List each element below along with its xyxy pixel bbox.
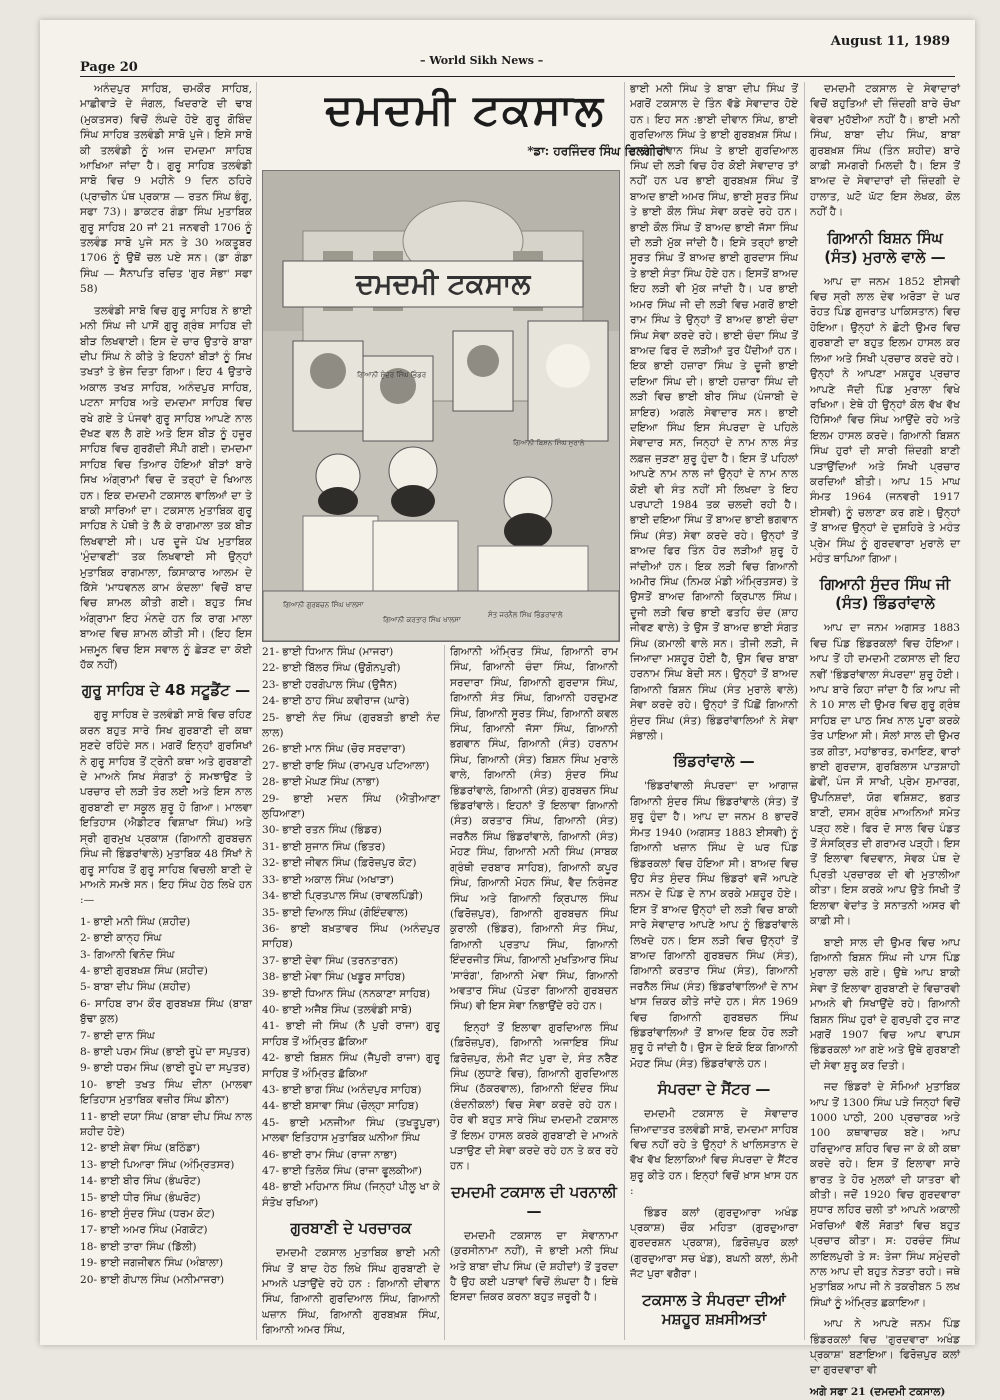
list-item: 44- ਭਾਈ ਬਸਾਵਾ ਸਿੰਘ (ਚੋਲ੍ਹਾ ਸਾਹਿਬ): [262, 1100, 419, 1113]
subheading: ਗਿਆਨੀ ਸੁੰਦਰ ਸਿੰਘ ਜੀ (ਸੰਤ) ਭਿੰਡਰਾਂਵਾਲੇ: [819, 575, 951, 613]
list-item: 23- ਭਾਈ ਹਰਗੋਪਾਲ ਸਿੰਘ (ਉਜੈਨ): [262, 678, 398, 691]
list-item: 10- ਭਾਈ ਤਖਤ ਸਿੰਘ ਦੀਨਾ (ਮਾਲਵਾ ਇਤਿਹਾਸ ਮੁਤਾਬਿਕ ਵਜ਼ੀਰ ਸਿੰਘ ਡੀਨਾ): [80, 1078, 252, 1107]
list-item: 26- ਭਾਈ ਮਾਨ ਸਿੰਘ (ਚੋਰ ਸਰਦਾਰਾ): [262, 743, 406, 756]
list-item: 17- ਭਾਈ ਅਮਰ ਸਿੰਘ (ਮੋਗਕੋਟ): [80, 1224, 208, 1237]
list-item: 13- ਭਾਈ ਪਿਆਰਾ ਸਿੰਘ (ਅੰਮ੍ਰਿਤਸਰ): [80, 1158, 235, 1171]
list-item: 45- ਭਾਈ ਮਨਜੀਆ ਸਿੰਘ (ਤਖਤੂਪੁਰਾ) ਮਾਲਵਾ ਇਤਿਹਾਸ ਮੁਤਾਬਿਕ ਘਨੀਆ ਸਿੰਘ: [262, 1116, 440, 1145]
column-3: [450, 645, 618, 1340]
photo-caption: ਸੰਤ ਜਰਨੈਲ ਸਿੰਘ ਭਿੰਡਰਾਂਵਾਲੇ: [488, 611, 563, 619]
article-byline: *ਡਾ: ਹਰਜਿੰਦਰ ਸਿੰਘ ਦਿਲਗੀਰ*: [527, 144, 670, 158]
list-item: 3- ਗਿਆਨੀ ਵਿਨੋਦ ਸਿੰਘ: [80, 948, 175, 961]
list-item: 37- ਭਾਈ ਦੇਵਾ ਸਿੰਘ (ਤਰਨਤਾਰਨ): [262, 954, 399, 967]
paragraph: ਬਾਈ ਸਾਲ ਦੀ ਉਮਰ ਵਿਚ ਆਪ ਗਿਆਨੀ ਬਿਸ਼ਨ ਸਿੰਘ ਜੀ ਪਾਸ ਪਿੰਡ ਮੁਰਾਲਾ ਚਲੇ ਗਏ। ਉਥੇ ਆਪ ਬਾਕੀ ਸੇਵਾ ਤੋਂ ਇਲਾਵਾ ਗੁਰਬਾਣੀ ਦੇ ਵਿਚਾਰਵੀ ਮਾਅਨੇ ਵੀ ਸਿਖਾਉਂਦੇ ਰਹੇ। ਗਿਆਨੀ ਬਿਸ਼ਨ ਸਿੰਘ ਹੁਰਾਂ ਦੇ ਗੁਰਪੁਰੀ ਟੁਰ ਜਾਣ ਮਗਰੋਂ 1907 ਵਿਚ ਆਪ ਵਾਪਸ ਭਿੰਡਰਕਲਾਂ ਆ ਗਏ ਅਤੇ ਉਥੇ ਗੁਰਬਾਣੀ ਦੀ ਸੇਵਾ ਸ਼ੁਰੂ ਕਰ ਦਿਤੀ।: [810, 936, 960, 1072]
list-item: 35- ਭਾਈ ਦਿਆਲ ਸਿੰਘ (ਗੋਇੰਦਵਾਲ): [262, 906, 409, 919]
column-1: [80, 82, 252, 1340]
list-item: 36- ਭਾਈ ਬਖ਼ਤਾਵਰ ਸਿੰਘ (ਅਨੰਦਪੁਰ ਸਾਹਿਬ): [262, 922, 440, 951]
subheading: ਟਕਸਾਲ ਤੇ ਸੰਪਰਦਾ ਦੀਆਂ ਮਸ਼ਹੂਰ ਸ਼ਖ਼ਸੀਅਤਾਂ: [642, 1290, 786, 1328]
newspaper-name: – World Sikh News –: [420, 54, 544, 67]
paragraph: ਆਪ ਦਾ ਜਨਮ ਅਗਸਤ 1883 ਵਿਚ ਪਿੰਡ ਭਿੰਡਰਕਲਾਂ ਵਿਚ ਹੋਇਆ। ਆਪ ਤੋਂ ਹੀ ਦਮਦਮੀ ਟਕਸਾਲ ਦੀ ਇਹ ਨਵੀਂ 'ਭਿੰਡਰਾਂਵਾਲਾ ਸੰਪਰਦਾ' ਸ਼ੁਰੂ ਹੋਈ। ਆਪ ਬਾਰੇ ਕਿਹਾ ਜਾਂਦਾ ਹੈ ਕਿ ਆਪ ਜੀ ਨੇ 10 ਸਾਲ ਦੀ ਉਮਰ ਵਿਚ ਗੁਰੂ ਗ੍ਰੰਥ ਸਾਹਿਬ ਦਾ ਪਾਠ ਸਿਖ ਨਾਲ ਪੂਰਾ ਕਰਕੇ ਤੋਰ ਪਾਇਆ ਸੀ। ਸੋਲਾਂ ਸਾਲ ਦੀ ਉਮਰ ਤਕ ਗੀਤਾ, ਮਹਾਂਭਾਰਤ, ਰਮਾਇਣ, ਵਾਰਾਂ ਭਾਈ ਗੁਰਦਾਸ, ਗੁਰਬਿਲਾਸ ਪਾਤਸ਼ਾਹੀ ਛੇਵੀਂ, ਪੰਜ ਸੌ ਸਾਖੀ, ਪ੍ਰੇਮ ਸੁਮਾਰਗ, ਉਪਨਿਸ਼ਦਾਂ, ਯੋਗ ਵਸ਼ਿਸ਼ਟ, ਭਗਤ ਬਾਣੀ, ਦਸਮ ਗ੍ਰੰਥ ਮਾਅਨਿਆਂ ਸਮੇਤ ਪੜ੍ਹ ਲਏ। ਫਿਰ ਦੋ ਸਾਲ ਵਿਚ ਪੰਡਤ ਤੋਂ ਸੰਸਕ੍ਰਿਤ ਦੀ ਗਰਾਮਰ ਪੜ੍ਹੀ। ਇਸ ਤੋਂ ਇਲਾਵਾ ਵਿਦਵਾਨ, ਸੇਵਕ ਪੰਥ ਦੇ ਪ੍ਰਿਤੀ ਪ੍ਰਚਾਰਕ ਦੀ ਵੀ ਮੁਤਾਲੀਆ ਕੀਤਾ। ਇਸ ਕਰਕੇ ਆਪ ਉਤੇ ਸਿਖੀ ਤੋਂ ਇਲਾਵਾ ਵੇਦਾਂਤ ਤੇ ਸਨਾਤਨੀ ਅਸਰ ਵੀ ਕਾਫ਼ੀ ਸੀ।: [810, 622, 960, 928]
column-divider: [444, 645, 445, 1340]
column-5: [810, 82, 960, 1398]
list-item: 33- ਭਾਈ ਅਕਾਲ ਸਿੰਘ (ਅਖਾੜਾ): [262, 873, 394, 886]
list-item: 39- ਭਾਈ ਧਿਆਨ ਸਿੰਘ (ਨਨਕਾਣਾ ਸਾਹਿਬ): [262, 987, 431, 1000]
column-4: [630, 82, 798, 1340]
list-item: 15- ਭਾਈ ਧੀਰ ਸਿੰਘ (ਭੰਘਰੋਟ): [80, 1191, 201, 1204]
column-divider: [804, 82, 805, 1340]
paragraph: ਆਪ ਦਾ ਜਨਮ 1852 ਈਸਵੀ ਵਿਚ ਸ੍ਰੀ ਲਾਲ ਦੇਵ ਅਰੋੜਾ ਦੇ ਘਰ ਰੋਹਤ ਪਿੰਡ ਗੁਜਰਾਤ ਪਾਕਿਸਤਾਨ) ਵਿਚ ਹੋਇਆ। ਉਨ੍ਹਾਂ ਨੇ ਛੋਟੀ ਉਮਰ ਵਿਚ ਗੁਰਬਾਣੀ ਦਾ ਬਹੁਤ ਇਲਮ ਹਾਸਲ ਕਰ ਲਿਆ ਅਤੇ ਸਿਖੀ ਪ੍ਰਚਾਰ ਕਰਦੇ ਰਹੇ। ਉਨ੍ਹਾਂ ਨੇ ਆਪਣਾ ਮਸ਼ਹੂਰ ਪ੍ਰਚਾਰ ਆਪਣੇ ਜੱਦੀ ਪਿੰਡ ਮੁਰਾਲਾ ਵਿਖੇ ਰਖਿਆ। ਏਥੇ ਹੀ ਉਨ੍ਹਾਂ ਕੋਲ ਵੱਖ ਵੱਖ ਹਿੱਸਿਆਂ ਵਿਚ ਸਿੰਘ ਆਉਂਦੇ ਰਹੇ ਅਤੇ ਇਲਮ ਹਾਸਲ ਕਰਦੇ। ਗਿਆਨੀ ਬਿਸ਼ਨ ਸਿੰਘ ਹੁਰਾਂ ਦੀ ਸਾਰੀ ਜ਼ਿੰਦਗੀ ਬਾਣੀ ਪੜਾਉਂਦਿਆਂ ਅਤੇ ਸਿਖੀ ਪ੍ਰਚਾਰ ਕਰਦਿਆਂ ਬੀਤੀ। ਆਪ 15 ਮਾਘ ਸੰਮਤ 1964 (ਜਨਵਰੀ 1917 ਈਸਵੀ) ਨੂੰ ਚਲਾਣਾ ਕਰ ਗਏ। ਉਨ੍ਹਾਂ ਤੋਂ ਬਾਅਦ ਉਨ੍ਹਾਂ ਦੇ ਦੁਸ਼ਹਿਰੇ ਤੇ ਮਹੰਤ ਪ੍ਰੇਮ ਸਿੰਘ ਨੂੰ ਗੁਰਦਵਾਰਾ ਮੁਰਾਲੇ ਦਾ ਮਹੰਤ ਥਾਪਿਆ ਗਿਆ।: [810, 275, 960, 565]
list-item: 47- ਭਾਈ ਤਿਲੋਕ ਸਿੰਘ (ਰਾਜਾ ਫੂਲਕੀਆ): [262, 1165, 423, 1177]
subheading: ਗੁਰੂ ਸਾਹਿਬ ਦੇ 48 ਸਟੂਡੈਂਟ —: [81, 681, 251, 700]
paragraph: ਦਮਦਮੀ ਟਕਸਾਲ ਦੇ ਸੇਵਾਦਾਰਾਂ ਵਿਚੋਂ ਬਹੁਤਿਆਂ ਦੀ ਜ਼ਿੰਦਗੀ ਬਾਰੇ ਚੋਖਾ ਵੇਰਵਾ ਮੁਹੱਈਆ ਨਹੀਂ ਹੈ। ਭਾਈ ਮਨੀ ਸਿੰਘ, ਬਾਬਾ ਦੀਪ ਸਿੰਘ, ਬਾਬਾ ਗੁਰਬਖ਼ਸ਼ ਸਿੰਘ (ਤਿੰਨ ਸ਼ਹੀਦ) ਬਾਰੇ ਕਾਫ਼ੀ ਸਮਗਰੀ ਮਿਲਦੀ ਹੈ। ਇਸ ਤੋਂ ਬਾਅਦ ਦੇ ਸੇਵਾਦਾਰਾਂ ਦੀ ਜ਼ਿੰਦਗੀ ਦੇ ਹਾਲਾਤ, ਘਟੋ ਘੱਟ ਇਸ ਲੇਖਕ, ਕੋਲ ਨਹੀਂ ਹੈ।: [810, 83, 960, 219]
list-item: 25- ਭਾਈ ਨੰਦ ਸਿੰਘ (ਗੁਰਬਤੀ ਭਾਈ ਨੰਦ ਲਾਲ): [262, 711, 440, 740]
subheading: ਗੁਰਬਾਣੀ ਦੇ ਪਰਚਾਰਕ: [290, 1219, 412, 1238]
paragraph: ਗੁਰੂ ਸਾਹਿਬ ਦੇ ਤਲਵੰਡੀ ਸਾਬੋ ਵਿਚ ਰਹਿਣ ਕਰਨ ਬਹੁਤ ਸਾਰੇ ਸਿਖ ਗੁਰਬਾਣੀ ਦੀ ਕਥਾ ਸੁਣਦੇ ਰਹਿੰਦੇ ਸਨ। ਮਗਰੋਂ ਇਨ੍ਹਾਂ ਗੁਰਸਿਖਾਂ ਨੇ ਗੁਰੂ ਸਾਹਿਬ ਤੋਂ ਟ੍ਰੇਨੀ ਕਥਾ ਅਤੇ ਗੁਰਬਾਣੀ ਦੇ ਮਾਅਨੇ ਸਿਖ ਸੰਗਤਾਂ ਨੂੰ ਸਮਝਾਉਣ ਤੇ ਪਰਚਾਰ ਦੀ ਲੜੀ ਤੋਰ ਲਈ ਅਤੇ ਇਸ ਨਾਲ ਗੁਰਬਾਣੀ ਦਾ ਸਕੂਲ ਸ਼ੁਰੂ ਹੋ ਗਿਆ। ਮਾਲਵਾ ਇਤਿਹਾਸ (ਐਡੀਟਰ ਵਿਸ਼ਾਖਾ ਸਿੰਘ) ਅਤੇ ਸ੍ਰੀ ਗੁਰਮੁਖ ਪ੍ਰਕਾਸ਼ (ਗਿਆਨੀ ਗੁਰਬਚਨ ਸਿੰਘ ਜੀ ਭਿੰਡਰਾਂਵਾਲੇ) ਮੁਤਾਬਿਕ 48 ਸਿੱਖਾਂ ਨੇ ਗੁਰੂ ਸਾਹਿਬ ਤੋਂ ਗੁਰੂ ਸਾਹਿਬ ਵਿਚਲੀ ਬਾਣੀ ਦੇ ਮਾਅਨੇ ਸਮਝੇ ਸਨ। ਇਹ ਸਿੰਘ ਹੇਠ ਲਿਖੇ ਹਨ :—: [80, 709, 252, 907]
paragraph: ਇਨ੍ਹਾਂ ਤੋਂ ਇਲਾਵਾ ਗੁਰਦਿਆਲ ਸਿੰਘ (ਫ਼ਿਰੋਜ਼ਪੁਰ), ਗਿਆਨੀ ਅਜਾਇਬ ਸਿੰਘ ਫ਼ਿਰੋਜ਼ਪੁਰ, ਲੰਮੀ ਜੱਟ ਪੁਰਾ ਦੇ, ਸੰਤ ਨਰੈਣ ਸਿੰਘ (ਲੁਧਾਣੇ ਵਿਚ), ਗਿਆਨੀ ਗੁਰਦਿਆਲ ਸਿੰਘ (ਠੱਕਰਵਾਲ), ਗਿਆਨੀ ਇੰਦਰ ਸਿੰਘ (ਬੰਦਨੀਕਲਾਂ) ਵਿਚ ਸੇਵਾ ਕਰਦੇ ਰਹੇ ਹਨ। ਹੋਰ ਵੀ ਬਹੁਤ ਸਾਰੇ ਸਿੰਘ ਦਮਦਮੀ ਟਕਸਾਲ ਤੋਂ ਇਲਮ ਹਾਸਲ ਕਰਕੇ ਗੁਰਬਾਣੀ ਦੇ ਮਾਅਨੇ ਪੜਾਉਣ ਦੀ ਸੇਵਾ ਕਰਦੇ ਰਹੇ ਹਨ ਤੇ ਕਰ ਰਹੇ ਹਨ।: [450, 1021, 618, 1173]
article-title: ਦਮਦਮੀ ਟਕਸਾਲ: [324, 85, 606, 134]
newspaper-page: [40, 20, 975, 1398]
list-item: 34- ਭਾਈ ਪ੍ਰਿਤਪਾਲ ਸਿੰਘ (ਰਾਵਲਪਿੰਡੀ): [262, 890, 423, 903]
subheading: ਦਮਦਮੀ ਟਕਸਾਲ ਦੀ ਪਰਨਾਲੀ —: [451, 1182, 617, 1220]
paragraph: ਜਦ ਭਿੰਡਰਾਂ ਦੇ ਸੋਮਿਆਂ ਮੁਤਾਬਿਕ ਆਪ ਤੋਂ 1300 ਸਿੰਘ ਪੜੇ ਜਿਨ੍ਹਾਂ ਵਿਚੋਂ 1000 ਪਾਠੀ, 200 ਪ੍ਰਚਾਰਕ ਅਤੇ 100 ਕਥਾਵਾਚਕ ਬਣੇ। ਆਪ ਹਰਿਦੁਆਰ ਸ਼ਹਿਰ ਵਿਚ ਜਾ ਕੇ ਕੀ ਕਥਾ ਕਰਦੇ ਰਹੇ। ਇਸ ਤੋਂ ਇਲਾਵਾ ਸਾਰੇ ਭਾਰਤ ਤੇ ਹੋਰ ਮੁਲਕਾਂ ਦੀ ਯਾਤਰਾ ਵੀ ਕੀਤੀ। ਜਦੋਂ 1920 ਵਿਚ ਗੁਰਦਵਾਰਾ ਸੁਧਾਰ ਲਹਿਰ ਚਲੀ ਤਾਂ ਆਪਨੇ ਅਕਾਲੀ ਮੋਰਚਿਆਂ ਵੱਲੋਂ ਸੋਗਤਾਂ ਵਿਚ ਬਹੁਤ ਪ੍ਰਚਾਰ ਕੀਤਾ। ਸ: ਹਰਚੰਦ ਸਿੰਘ ਲਾਇਲਪੁਰੀ ਤੇ ਸ: ਤੇਜਾ ਸਿੰਘ ਸਮੁੰਦਰੀ ਨਾਲ ਆਪ ਦੀ ਬਹੁਤ ਨੇੜਤਾ ਰਹੀ। ਜਥੇ ਮੁਤਾਬਿਕ ਆਪ ਜੀ ਨੇ ਤਕਰੀਬਨ 5 ਲਖ ਸਿੰਘਾਂ ਨੂੰ ਅੰਮ੍ਰਿਤ ਛਕਾਇਆ।: [810, 1081, 960, 1309]
paragraph: ਅਨੰਦਪੁਰ ਸਾਹਿਬ, ਚਮਕੌਰ ਸਾਹਿਬ, ਮਾਛੀਵਾੜੇ ਦੇ ਜੰਗਲ, ਖਿਦਰਾਣੇ ਦੀ ਢਾਬ (ਮੁਕਤਸਰ) ਵਿਚੋਂ ਲੰਘਦੇ ਹੋਏ ਗੁਰੂ ਗੋਬਿੰਦ ਸਿੰਘ ਸਾਹਿਬ ਤਲਵੰਡੀ ਸਾਬੋ ਪੁਜੇ। ਇਸੇ ਸਾਬੋ ਕੀ ਤਲਵੰਡੀ ਨੂੰ ਅਜ ਦਮਦਮਾ ਸਾਹਿਬ ਆਖਿਆ ਜਾਂਦਾ ਹੈ। ਗੁਰੂ ਸਾਹਿਬ ਤਲਵੰਡੀ ਸਾਬੋ ਵਿਚ 9 ਮਹੀਨੇ 9 ਦਿਨ ਠਹਿਰੇ (ਪ੍ਰਾਚੀਨ ਪੰਥ ਪ੍ਰਕਾਸ਼ — ਰਤਨ ਸਿੰਘ ਭੰਗੂ, ਸਫਾ 73)। ਡਾਕਟਰ ਗੰਡਾ ਸਿੰਘ ਮੁਤਾਬਿਕ ਗੁਰੂ ਸਾਹਿਬ 20 ਜਾਂ 21 ਜਨਵਰੀ 1706 ਨੂੰ ਤਲਵੰਡ ਸਾਬੋ ਪੁਜੇ ਸਨ ਤੇ 30 ਅਕਤੂਬਰ 1706 ਨੂੰ ਉਥੋਂ ਚਲ ਪਏ ਸਨ। (ਡਾ ਗੰਡਾ ਸਿੰਘ — ਸੈਨਾਪਤਿ ਰਚਿਤ 'ਗੁਰ ਸੋਭਾ' ਸਫਾ 58): [80, 83, 252, 296]
paragraph: ਗਿਆਨੀ ਅੰਮ੍ਰਿਤ ਸਿੰਘ, ਗਿਆਨੀ ਰਾਮ ਸਿੰਘ, ਗਿਆਨੀ ਚੰਦਾ ਸਿੰਘ, ਗਿਆਨੀ ਸਰਦਾਰਾ ਸਿੰਘ, ਗਿਆਨੀ ਗੁਰਦਾਸ ਸਿੰਘ, ਗਿਆਨੀ ਸੰਤ ਸਿੰਘ, ਗਿਆਨੀ ਹਰਦੁਮਣ ਸਿੰਘ, ਗਿਆਨੀ ਸੂਰਤ ਸਿੰਘ, ਗਿਆਨੀ ਕਵਲ ਸਿੰਘ, ਗਿਆਨੀ ਜੱਸਾ ਸਿੰਘ, ਗਿਆਨੀ ਭਗਵਾਨ ਸਿੰਘ, ਗਿਆਨੀ (ਸੰਤ) ਹਰਨਾਮ ਸਿੰਘ, ਗਿਆਨੀ (ਸੰਤ) ਬਿਸ਼ਨ ਸਿੰਘ ਮੁਰਾਲੇ ਵਾਲੇ, ਗਿਆਨੀ (ਸੰਤ) ਸੁੰਦਰ ਸਿੰਘ ਭਿੰਡਰਾਂਵਾਲੇ, ਗਿਆਨੀ (ਸੰਤ) ਗੁਰਬਚਨ ਸਿੰਘ ਭਿੰਡਰਾਂਵਾਲੇ। ਇਹਨਾਂ ਤੋਂ ਇਲਾਵਾ ਗਿਆਨੀ (ਸੰਤ) ਕਰਤਾਰ ਸਿੰਘ, ਗਿਆਨੀ (ਸੰਤ) ਜਰਨੈਲ ਸਿੰਘ ਭਿੰਡਰਾਂਵਾਲੇ, ਗਿਆਨੀ (ਸੰਤ) ਮੋਹਣ ਸਿੰਘ, ਗਿਆਨੀ ਮਨੀ ਸਿੰਘ (ਸਾਬਕ ਗ੍ਰੰਥੀ ਦਰਬਾਰ ਸਾਹਿਬ), ਗਿਆਨੀ ਕਪੂਰ ਸਿੰਘ, ਗਿਆਨੀ ਮੋਹਨ ਸਿੰਘ, ਵੈਦ ਨਿਰੰਜਣ ਸਿੰਘ ਅਤੇ ਗਿਆਨੀ ਕ੍ਰਿਪਾਲ ਸਿੰਘ (ਫਿਰੋਜ਼ਪੁਰ), ਗਿਆਨੀ ਗੁਰਬਚਨ ਸਿੰਘ ਕੁਰਾਲੀ (ਭਿੰਡਰ), ਗਿਆਨੀ ਸੰਤ ਸਿੰਘ, ਗਿਆਨੀ ਪ੍ਰਤਾਪ ਸਿੰਘ, ਗਿਆਨੀ ਇੰਦਰਜੀਤ ਸਿੰਘ, ਗਿਆਨੀ ਮੁਖਤਿਆਰ ਸਿੰਘ 'ਸਾਰੰਗ', ਗਿਆਨੀ ਮੇਵਾ ਸਿੰਘ, ਗਿਆਨੀ ਅਵਤਾਰ ਸਿੰਘ (ਪੋਤਰਾ ਗਿਆਨੀ ਗੁਰਬਚਨ ਸਿੰਘ) ਵੀ ਇਸ ਸੇਵਾ ਨਿਭਾਉਂਦੇ ਰਹੇ ਹਨ।: [450, 646, 618, 1013]
paragraph: ਆਪ ਨੇ ਆਪਣੇ ਜਨਮ ਪਿੰਡ ਭਿੰਡਰਕਲਾਂ ਵਿਚ 'ਗੁਰਦਵਾਰਾ ਅਖੰਡ ਪ੍ਰਕਾਸ਼' ਬਣਾਇਆ। ਫਿਰੋਜ਼ਪੁਰ ਕਲਾਂ ਦਾ ਗੁਰਦਵਾਰਾ ਵੀ: [810, 1318, 960, 1377]
list-item: 19- ਭਾਈ ਜਗਜੀਵਨ ਸਿੰਘ (ਅੰਬਾਲਾ): [80, 1257, 224, 1270]
list-item: 48- ਭਾਈ ਮਹਿਮਾਨ ਸਿੰਘ (ਜਿਨ੍ਹਾਂ ਪੀਲੂ ਖਾ ਕੇ ਸੰਤੋਖ ਰਖਿਆ): [262, 1181, 440, 1209]
photo-illustration: [263, 171, 619, 641]
paragraph: ਭਾਈ ਮਨੀ ਸਿੰਘ ਤੇ ਬਾਬਾ ਦੀਪ ਸਿੰਘ ਤੋਂ ਮਗਰੋਂ ਟਕਸਾਲ ਦੇ ਤਿੰਨ ਵੱਡੇ ਸੇਵਾਦਾਰ ਹੋਏ ਹਨ। ਇਹ ਸਨ :ਭਾਈ ਦੀਵਾਨ ਸਿੰਘ, ਭਾਈ ਗੁਰਦਿਆਲ ਸਿੰਘ ਤੇ ਭਾਈ ਗੁਰਬਖ਼ਸ਼ ਸਿੰਘ। ਭਾਈ ਦੀਵਾਨ ਸਿੰਘ ਤੇ ਭਾਈ ਗੁਰਦਿਆਲ ਸਿੰਘ ਦੀ ਲੜੀ ਵਿਚ ਹੋਰ ਕੋਈ ਸੇਵਾਦਾਰ ਤਾਂ ਨਹੀਂ ਹਨ ਪਰ ਭਾਈ ਗੁਰਬਖ਼ਸ਼ ਸਿੰਘ ਤੋਂ ਬਾਅਦ ਭਾਈ ਅਮਰ ਸਿੰਘ, ਭਾਈ ਸੂਰਤ ਸਿੰਘ ਤੇ ਭਾਈ ਕੌਲ ਸਿੰਘ ਸੇਵਾ ਕਰਦੇ ਰਹੇ ਹਨ। ਭਾਈ ਕੌਲ ਸਿੰਘ ਤੋਂ ਬਾਅਦ ਭਾਈ ਜੱਸਾ ਸਿੰਘ ਦੀ ਲੜੀ ਮੁੱਕ ਜਾਂਦੀ ਹੈ। ਇਸੇ ਤਰ੍ਹਾਂ ਭਾਈ ਸੂਰਤ ਸਿੰਘ ਤੋਂ ਬਾਅਦ ਭਾਈ ਗੁਰਦਾਸ ਸਿੰਘ ਤੇ ਭਾਈ ਸੰਤਾ ਸਿੰਘ ਹੋਏ ਹਨ। ਇਸਤੋਂ ਬਾਅਦ ਇਹ ਲੜੀ ਵੀ ਮੁੱਕ ਜਾਂਦੀ ਹੈ। ਪਰ ਭਾਈ ਅਮਰ ਸਿੰਘ ਜੀ ਦੀ ਲੜੀ ਵਿਚ ਮਗਰੋਂ ਭਾਈ ਰਾਮ ਸਿੰਘ ਤੇ ਉਨ੍ਹਾਂ ਤੋਂ ਬਾਅਦ ਭਾਈ ਚੰਦਾ ਸਿੰਘ ਸੇਵਾ ਕਰਦੇ ਰਹੇ। ਭਾਈ ਚੰਦਾ ਸਿੰਘ ਤੋਂ ਬਾਅਦ ਫਿਰ ਦੋ ਲੜੀਆਂ ਤੁਰ ਪੈਂਦੀਆਂ ਹਨ। ਇਕ ਭਾਈ ਹਜ਼ਾਰਾ ਸਿੰਘ ਤੇ ਦੂਜੀ ਭਾਈ ਦਇਆ ਸਿੰਘ ਦੀ। ਭਾਈ ਹਜ਼ਾਰਾ ਸਿੰਘ ਦੀ ਲੜੀ ਵਿਚ ਭਾਈ ਬੀਰ ਸਿੰਘ (ਪੰਜਾਬੀ ਦੇ ਸ਼ਾਇਰ) ਅਗਲੇ ਸੇਵਾਦਾਰ ਸਨ। ਭਾਈ ਦਇਆ ਸਿੰਘ ਇਸ ਸੰਪਰਦਾ ਦੇ ਪਹਿਲੇ ਸੇਵਾਦਾਰ ਸਨ, ਜਿਨ੍ਹਾਂ ਦੇ ਨਾਮ ਨਾਲ ਸੰਤ ਲਫ਼ਜ਼ ਜੁੜਣਾ ਸ਼ੁਰੂ ਹੁੰਦਾ ਹੈ। ਇਸ ਤੋਂ ਪਹਿਲਾਂ ਆਪਣੇ ਨਾਮ ਨਾਲ ਜਾਂ ਉਨ੍ਹਾਂ ਦੇ ਨਾਮ ਨਾਲ ਕੋਈ ਵੀ ਸੰਤ ਨਹੀਂ ਸੀ ਲਿਖਦਾ ਤੇ ਇਹ ਪਰਪਾਟੀ 1984 ਤਕ ਚਲਦੀ ਰਹੀ ਹੈ। ਭਾਈ ਦਇਆ ਸਿੰਘ ਤੋਂ ਬਾਅਦ ਭਾਈ ਭਗਵਾਨ ਸਿੰਘ (ਸੰਤ) ਸੇਵਾ ਕਰਦੇ ਰਹੇ। ਉਨ੍ਹਾਂ ਤੋਂ ਬਾਅਦ ਫਿਰ ਤਿੰਨ ਹੋਰ ਲੜੀਆਂ ਸ਼ੁਰੂ ਹੋ ਜਾਂਦੀਆਂ ਹਨ। ਇਕ ਲੜੀ ਵਿਚ ਗਿਆਨੀ ਅਮੀਰ ਸਿੰਘ (ਨਿਮਕ ਮੰਡੀ ਅੰਮ੍ਰਿਤਸਰ) ਤੇ ਉਸਤੋਂ ਬਾਅਦ ਗਿਆਨੀ ਕ੍ਰਿਪਾਲ ਸਿੰਘ। ਦੂਜੀ ਲੜੀ ਵਿਚ ਭਾਈ ਫਤਹਿ ਚੰਦ (ਸ਼ਾਹ ਜੀਵਣ ਵਾਲੇ) ਤੇ ਉਸ ਤੋਂ ਬਾਅਦ ਭਾਈ ਸੰਗਤ ਸਿੰਘ (ਕਮਾਲੀ ਵਾਲੇ ਸਨ। ਤੀਜੀ ਲੜੀ, ਜੋ ਜਿਆਦਾ ਮਸ਼ਹੂਰ ਹੋਈ ਹੈ, ਉਸ ਵਿਚ ਬਾਬਾ ਹਰਨਾਮ ਸਿੰਘ ਬੇਦੀ ਸਨ। ਉਨ੍ਹਾਂ ਤੋਂ ਬਾਅਦ ਗਿਆਨੀ ਬਿਸ਼ਨ ਸਿੰਘ (ਸੰਤ ਮੁਰਾਲੇ ਵਾਲੇ) ਸੇਵਾ ਕਰਦੇ ਰਹੇ। ਉਨ੍ਹਾਂ ਤੋਂ ਪਿੱਛੋਂ ਗਿਆਨੀ ਸੁੰਦਰ ਸਿੰਘ (ਸੰਤ) ਭਿੰਡਰਾਂਵਾਲਿਆਂ ਨੇ ਸੇਵਾ ਸੰਭਾਲੀ।: [630, 83, 798, 743]
photo-caption: ਗਿਆਨੀ ਸੁੰਦਰ ਸਿੰਘ ਭਿੰਡਰ: [357, 371, 427, 379]
paragraph: ਤਲਵੰਡੀ ਸਾਬੋ ਵਿਚ ਗੁਰੂ ਸਾਹਿਬ ਨੇ ਭਾਈ ਮਨੀ ਸਿੰਘ ਜੀ ਪਾਸੋਂ ਗੁਰੂ ਗ੍ਰੰਥ ਸਾਹਿਬ ਦੀ ਬੀੜ ਲਿਖਵਾਈ। ਇਸ ਦੇ ਚਾਰ ਉਤਾਰੇ ਬਾਬਾ ਦੀਪ ਸਿੰਘ ਨੇ ਕੀਤੇ ਤੇ ਇਹਨਾਂ ਬੀੜਾਂ ਨੂੰ ਸਿਖ ਤਖਤਾਂ ਤੇ ਭੇਜ ਦਿਤਾ ਗਿਆ। ਇਹ 4 ਉਤਾਰੇ ਅਕਾਲ ਤਖਤ ਸਾਹਿਬ, ਅਨੰਦਪੁਰ ਸਾਹਿਬ, ਪਟਨਾ ਸਾਹਿਬ ਅਤੇ ਦਮਦਮਾ ਸਾਹਿਬ ਵਿਚ ਰਖੇ ਗਏ ਤੇ ਪੰਜਵਾਂ ਗੁਰੂ ਸਾਹਿਬ ਆਪਣੇ ਨਾਲ ਦੱਖਣ ਵਲ ਲੈ ਗਏ ਅਤੇ ਇਸ ਬੀੜ ਨੂੰ ਹਜ਼ੂਰ ਸਾਹਿਬ ਵਿਚ ਗੁਰਗੱਦੀ ਸੌਂਪੀ ਗਈ। ਦਮਦਮਾ ਸਾਹਿਬ ਵਿਚ ਤਿਆਰ ਹੋਇਆਂ ਬੀੜਾਂ ਬਾਰੇ ਸਿਖ ਅੰਗ੍ਰਾਮਾਂ ਵਿਚ ਦੋ ਤਰ੍ਹਾਂ ਦੇ ਖਿਆਲ ਹਨ। ਇਕ ਦਮਦਮੀ ਟਕਸਾਲ ਵਾਲਿਆਂ ਦਾ ਤੇ ਬਾਕੀ ਸਾਰਿਆਂ ਦਾ। ਟਕਸਾਲ ਮੁਤਾਬਿਕ ਗੁਰੂ ਸਾਹਿਬ ਨੇ ਪੋਥੀ ਤੇ ਲੈ ਕੇ ਰਾਗਮਾਲਾ ਤਕ ਬੀੜ ਲਿਖਵਾਈ ਸੀ। ਪਰ ਦੂਜੇ ਪੱਖ ਮੁਤਾਬਿਕ 'ਮੁੰਦਾਵਣੀ' ਤਕ ਲਿਖਵਾਈ ਸੀ ਉਨ੍ਹਾਂ ਮੁਤਾਬਿਕ ਰਾਗਮਾਲਾ, ਕਿਸਾਕਾਰ ਆਲਮ ਦੇ ਕਿੱਸੇ 'ਮਾਧਵਨਲ ਕਾਮ ਕੰਦਲਾ' ਵਿਚੋਂ ਬਾਦ ਵਿਚ ਸ਼ਾਮਲ ਕੀਤੀ ਗਈ। ਬਹੁਤ ਸਿਖ ਅੰਗ੍ਰਾਮਾ ਇਹ ਮੰਨਦੇ ਹਨ ਕਿ ਰਾਗ ਮਾਲਾ ਬਾਅਦ ਵਿਚ ਸ਼ਾਮਲ ਕੀਤੀ ਸੀ। (ਇਹ ਇਸ ਮਜ਼ਮੂਨ ਵਿਚ ਇਸ ਸਵਾਲ ਨੂੰ ਛੇੜਣ ਦਾ ਕੋਈ ਹੱਕ ਨਹੀਂ): [80, 304, 252, 672]
subheading: ਭਿੰਡਰਾਂਵਾਲੇ —: [673, 752, 755, 771]
list-item: 11- ਭਾਈ ਦਯਾ ਸਿੰਘ (ਬਾਬਾ ਦੀਪ ਸਿੰਘ ਨਾਲ ਸ਼ਹੀਦ ਹੋਏ): [80, 1110, 252, 1138]
paragraph: ਦਮਦਮੀ ਟਕਸਾਲ ਦਾ ਸੇਵਾਨਾਮਾ (ਕੁਰਸੀਨਾਮਾ ਨਹੀਂ), ਜੋ ਭਾਈ ਮਨੀ ਸਿੰਘ ਅਤੇ ਬਾਬਾ ਦੀਪ ਸਿੰਘ (ਦੋ ਸ਼ਹੀਦਾਂ) ਤੋਂ ਤੁਰਦਾ ਹੈ ਉਹ ਕਈ ਪੜਾਵਾਂ ਵਿਚੋਂ ਲੰਘਦਾ ਹੈ। ਇਥੇ ਇਸਦਾ ਜ਼ਿਕਰ ਕਰਨਾ ਬਹੁਤ ਜ਼ਰੂਰੀ ਹੈ।: [450, 1229, 618, 1304]
list-item: 5- ਬਾਬਾ ਦੀਪ ਸਿੰਘ (ਸ਼ਹੀਦ): [80, 981, 191, 994]
list-item: 41- ਭਾਈ ਜੀ ਸਿੰਘ (ਨੈ ਪੁਰੀ ਰਾਜਾ) ਗੁਰੂ ਸਾਹਿਬ ਤੋਂ ਅੰਮ੍ਰਿਤ ਛੱਕਿਆ: [262, 1020, 440, 1048]
continued-notice: ਅਗੇ ਸਫਾ 21 (ਦਮਦਮੀ ਟਕਸਾਲ): [810, 1385, 946, 1398]
column-divider: [624, 82, 625, 1340]
paragraph: ਦਮਦਮੀ ਟਕਸਾਲ ਮੁਤਾਬਿਕ ਭਾਈ ਮਨੀ ਸਿੰਘ ਤੋਂ ਬਾਦ ਹੇਠ ਲਿਖੇ ਸਿੰਘ ਗੁਰਬਾਣੀ ਦੇ ਮਾਅਨੇ ਪੜਾਉਂਦੇ ਰਹੇ ਹਨ : ਗਿਆਨੀ ਦੀਵਾਨ ਸਿੰਘ, ਗਿਆਨੀ ਗੁਰਦਿਆਲ ਸਿੰਘ, ਗਿਆਨੀ ਘਜ਼ਾਨ ਸਿੰਘ, ਗਿਆਨੀ ਗੁਰਬਖ਼ਸ਼ ਸਿੰਘ, ਗਿਆਨੀ ਅਮਰ ਸਿੰਘ,: [262, 1247, 440, 1337]
list-item: 2- ਭਾਈ ਕਾਨ੍ਹ ਸਿੰਘ: [80, 932, 162, 945]
paragraph: 'ਭਿੰਡਰਾਂਵਾਲੀ ਸੰਪਰਦਾ' ਦਾ ਆਗਾਜ਼ ਗਿਆਨੀ ਸੁੰਦਰ ਸਿੰਘ ਭਿੰਡਰਾਂਵਾਲੇ (ਸੰਤ) ਤੋਂ ਸ਼ੁਰੂ ਹੁੰਦਾ ਹੈ। ਆਪ ਦਾ ਜਨਮ 8 ਭਾਦਰੋਂ ਸੰਮਤ 1940 (ਅਗਸਤ 1883 ਈਸਵੀ) ਨੂੰ ਗਿਆਨੀ ਖਜ਼ਾਨ ਸਿੰਘ ਦੇ ਘਰ ਪਿੰਡ ਭਿੰਡਰਕਲਾਂ ਵਿਚ ਹੋਇਆ ਸੀ। ਬਾਅਦ ਵਿਚ ਉਹ ਸੰਤ ਸੁੰਦਰ ਸਿੰਘ ਭਿੰਡਰਾਂ ਵਜੋਂ ਆਪਣੇ ਜਨਮ ਦੇ ਪਿੰਡ ਦੇ ਨਾਮ ਕਰਕੇ ਮਸ਼ਹੂਰ ਹੋਏ। ਇਸ ਤੋਂ ਬਾਅਦ ਉਨ੍ਹਾਂ ਦੀ ਲੜੀ ਵਿਚ ਬਾਕੀ ਸਾਰੇ ਸੇਵਾਦਾਰ ਆਪਣੇ ਆਪ ਨੂੰ ਭਿੰਡਰਾਂਵਾਲੇ ਲਿਖਦੇ ਹਨ। ਇਸ ਲੜੀ ਵਿਚ ਉਨ੍ਹਾਂ ਤੋਂ ਬਾਅਦ ਗਿਆਨੀ ਗੁਰਬਚਨ ਸਿੰਘ (ਸੰਤ), ਗਿਆਨੀ ਕਰਤਾਰ ਸਿੰਘ (ਸੰਤ), ਗਿਆਨੀ ਜਰਨੈਲ ਸਿੰਘ (ਸੰਤ) ਭਿੰਡਰਾਂਵਾਲਿਆਂ ਦੇ ਨਾਮ ਖਾਸ ਜ਼ਿਕਰ ਕੀਤੇ ਜਾਂਦੇ ਹਨ। ਸੰਨ 1969 ਵਿਚ ਗਿਆਨੀ ਗੁਰਬਚਨ ਸਿੰਘ ਭਿੰਡਰਾਂਵਾਲਿਆਂ ਤੋਂ ਬਾਅਦ ਇਕ ਹੋਰ ਲੜੀ ਸ਼ੁਰੂ ਹੋ ਜਾਂਦੀ ਹੈ। ਉਸ ਦੇ ਇਕੋ ਇਕ ਗਿਆਨੀ ਮੋਹਣ ਸਿੰਘ (ਸੰਤ) ਭਿੰਡਰਾਂਵਾਲੇ ਹਨ।: [630, 780, 798, 1070]
photo-caption: ਗਿਆਨੀ ਬਿਸ਼ਨ ਸਿੰਘ ਮੁਰਾਲੇ: [513, 439, 585, 447]
list-item: 4- ਭਾਈ ਗੁਰਬਖਸ਼ ਸਿੰਘ (ਸ਼ਹੀਦ): [80, 964, 208, 977]
group-photo: [262, 170, 620, 642]
list-item: 29- ਭਾਈ ਮਦਨ ਸਿੰਘ (ਐਤੀਆਣਾ ਲੁਧਿਆਣਾ): [262, 792, 440, 821]
list-item: 40- ਭਾਈ ਅਜੈਬ ਸਿੰਘ (ਤਲਵੰਡੀ ਸਾਬੋ): [262, 1003, 412, 1016]
photo-caption: ਗਿਆਨੀ ਕਰਤਾਰ ਸਿੰਘ ਖਾਲਸਾ: [383, 616, 461, 624]
list-item: 18- ਭਾਈ ਤਾਰਾ ਸਿੰਘ (ਡਿੱਲੀ): [80, 1240, 197, 1253]
list-item: 9- ਭਾਈ ਧਰਮ ਸਿੰਘ (ਭਾਈ ਰੂਪੇ ਦਾ ਸਪੁਤਰ): [80, 1062, 251, 1075]
list-item: 21- ਭਾਈ ਧਿਆਨ ਸਿੰਘ (ਮਾਜਰਾ): [262, 646, 394, 658]
list-item: 46- ਭਾਈ ਰਾਮ ਸਿੰਘ (ਰਾਜਾ ਨਾਭਾ): [262, 1148, 398, 1161]
list-item: 12- ਭਾਈ ਸ਼ੇਵਾ ਸਿੰਘ (ਬਠਿੰਡਾ): [80, 1142, 201, 1155]
student-list-continued: [262, 645, 440, 1211]
list-item: 27- ਭਾਈ ਰਾਇ ਸਿੰਘ (ਰਾਮਪੁਰ ਪਟਿਆਲਾ): [262, 759, 430, 772]
list-item: 28- ਭਾਈ ਮੇਘਣ ਸਿੰਘ (ਨਾਭਾ): [262, 776, 380, 789]
photo-caption: ਗਿਆਨੀ ਗੁਰਬਚਨ ਸਿੰਘ ਖਾਲਸਾ: [283, 601, 364, 609]
student-list: [80, 915, 252, 1288]
list-item: 42- ਭਾਈ ਬਿਸ਼ਨ ਸਿੰਘ (ਜੈਪੁਰੀ ਰਾਜਾ) ਗੁਰੂ ਸਾਹਿਬ ਤੋਂ ਅੰਮ੍ਰਿਤ ਛੱਕਿਆ: [262, 1052, 440, 1080]
list-item: 16- ਭਾਈ ਸੁੰਦਰ ਸਿੰਘ (ਧਰਮ ਕੋਟ): [80, 1208, 215, 1221]
paragraph: ਦਮਦਮੀ ਟਕਸਾਲ ਦੇ ਸੇਵਾਦਾਰ ਜ਼ਿਆਦਾਤਰ ਤਲਵੰਡੀ ਸਾਬੋ, ਦਮਦਮਾ ਸਾਹਿਬ ਵਿਚ ਨਹੀਂ ਰਹੇ ਤੇ ਉਨ੍ਹਾਂ ਨੇ ਖਾਲਿਸਤਾਨ ਦੇ ਵੱਖ ਵੱਖ ਇਲਾਕਿਆਂ ਵਿਚ ਸੰਪਰਦਾ ਦੇ ਸੈਂਟਰ ਸ਼ੁਰੂ ਕੀਤੇ ਹਨ। ਇਨ੍ਹਾਂ ਵਿਚੋਂ ਖ਼ਾਸ ਖ਼ਾਸ ਹਨ :: [630, 1108, 798, 1198]
list-item: 32- ਭਾਈ ਜੀਵਨ ਸਿੰਘ (ਫ਼ਿਰੋਜ਼ਪੁਰ ਕੋਟ): [262, 857, 417, 870]
list-item: 20- ਭਾਈ ਗੋਪਾਲ ਸਿੰਘ (ਮਨੀਮਾਜਰਾ): [80, 1273, 225, 1286]
paragraph: ਭਿੰਡਰ ਕਲਾਂ (ਗੁਰਦੁਆਰਾ ਅਖੰਡ ਪ੍ਰਕਾਸ਼) ਚੌਕ ਮਹਿਤਾ (ਗੁਰਦੁਆਰਾ ਗੁਰਦਰਸ਼ਨ ਪ੍ਰਕਾਸ਼), ਫ਼ਿਰੋਜ਼ਪੁਰ ਕਲਾਂ (ਗੁਰਦੁਆਰਾ ਸਚ ਖੰਡ), ਬਘਨੀ ਕਲਾਂ, ਲੰਮੀ ਜੱਟ ਪੁਰਾ ਵਗੈਰਾ।: [630, 1206, 798, 1281]
list-item: 1- ਭਾਈ ਮਨੀ ਸਿੰਘ (ਸ਼ਹੀਦ): [80, 915, 191, 928]
list-item: 8- ਭਾਈ ਪਰਮ ਸਿੰਘ (ਭਾਈ ਰੂਪੇ ਦਾ ਸਪੁਤਰ): [80, 1045, 251, 1058]
header-rule: [80, 76, 955, 77]
list-item: 6- ਸਾਹਿਬ ਰਾਮ ਕੌਰ ਗੁਰਬਖਸ਼ ਸਿੰਘ (ਬਾਬਾ ਬੁੱਢਾ ਕੁਲ): [80, 997, 252, 1026]
list-item: 7- ਭਾਈ ਦਾਨ ਸਿੰਘ: [80, 1029, 155, 1042]
list-item: 30- ਭਾਈ ਰਤਨ ਸਿੰਘ (ਭਿੰਡਰ): [262, 824, 382, 837]
subheading: ਸੰਪਰਦਾ ਦੇ ਸੈਂਟਰ —: [657, 1080, 771, 1099]
list-item: 43- ਭਾਈ ਭਾਗ ਸਿੰਘ (ਅਨੰਦਪੁਰ ਸਾਹਿਬ): [262, 1083, 422, 1096]
page-number: Page 20: [80, 60, 138, 75]
list-item: 14- ਭਾਈ ਬੀਰ ਸਿੰਘ (ਭੰਘਰੋਟ): [80, 1175, 201, 1188]
column-2: [262, 645, 440, 1340]
issue-date: August 11, 1989: [830, 34, 950, 49]
list-item: 31- ਭਾਈ ਸੁਜਾਨ ਸਿੰਘ (ਭਿਤਰ): [262, 840, 386, 853]
subheading: ਗਿਆਨੀ ਬਿਸ਼ਨ ਸਿੰਘ (ਸੰਤ) ਮੁਰਾਲੇ ਵਾਲੇ —: [824, 228, 946, 266]
list-item: 24- ਭਾਈ ਠਾਹ ਸਿੰਘ ਕਵੀਰਾਜ (ਘਾਰੇ): [262, 695, 410, 708]
list-item: 22- ਭਾਈ ਬਿੱਲਰ ਸਿੰਘ (ਉਗੋਨਪੁਰੀ): [262, 662, 401, 675]
photo-sign-text: ਦਮਦਮੀ ਟਕਸਾਲ: [355, 267, 531, 300]
column-divider: [256, 82, 257, 1340]
list-item: 38- ਭਾਈ ਮੇਵਾ ਸਿੰਘ (ਖਡੂਰ ਸਾਹਿਬ): [262, 971, 406, 984]
